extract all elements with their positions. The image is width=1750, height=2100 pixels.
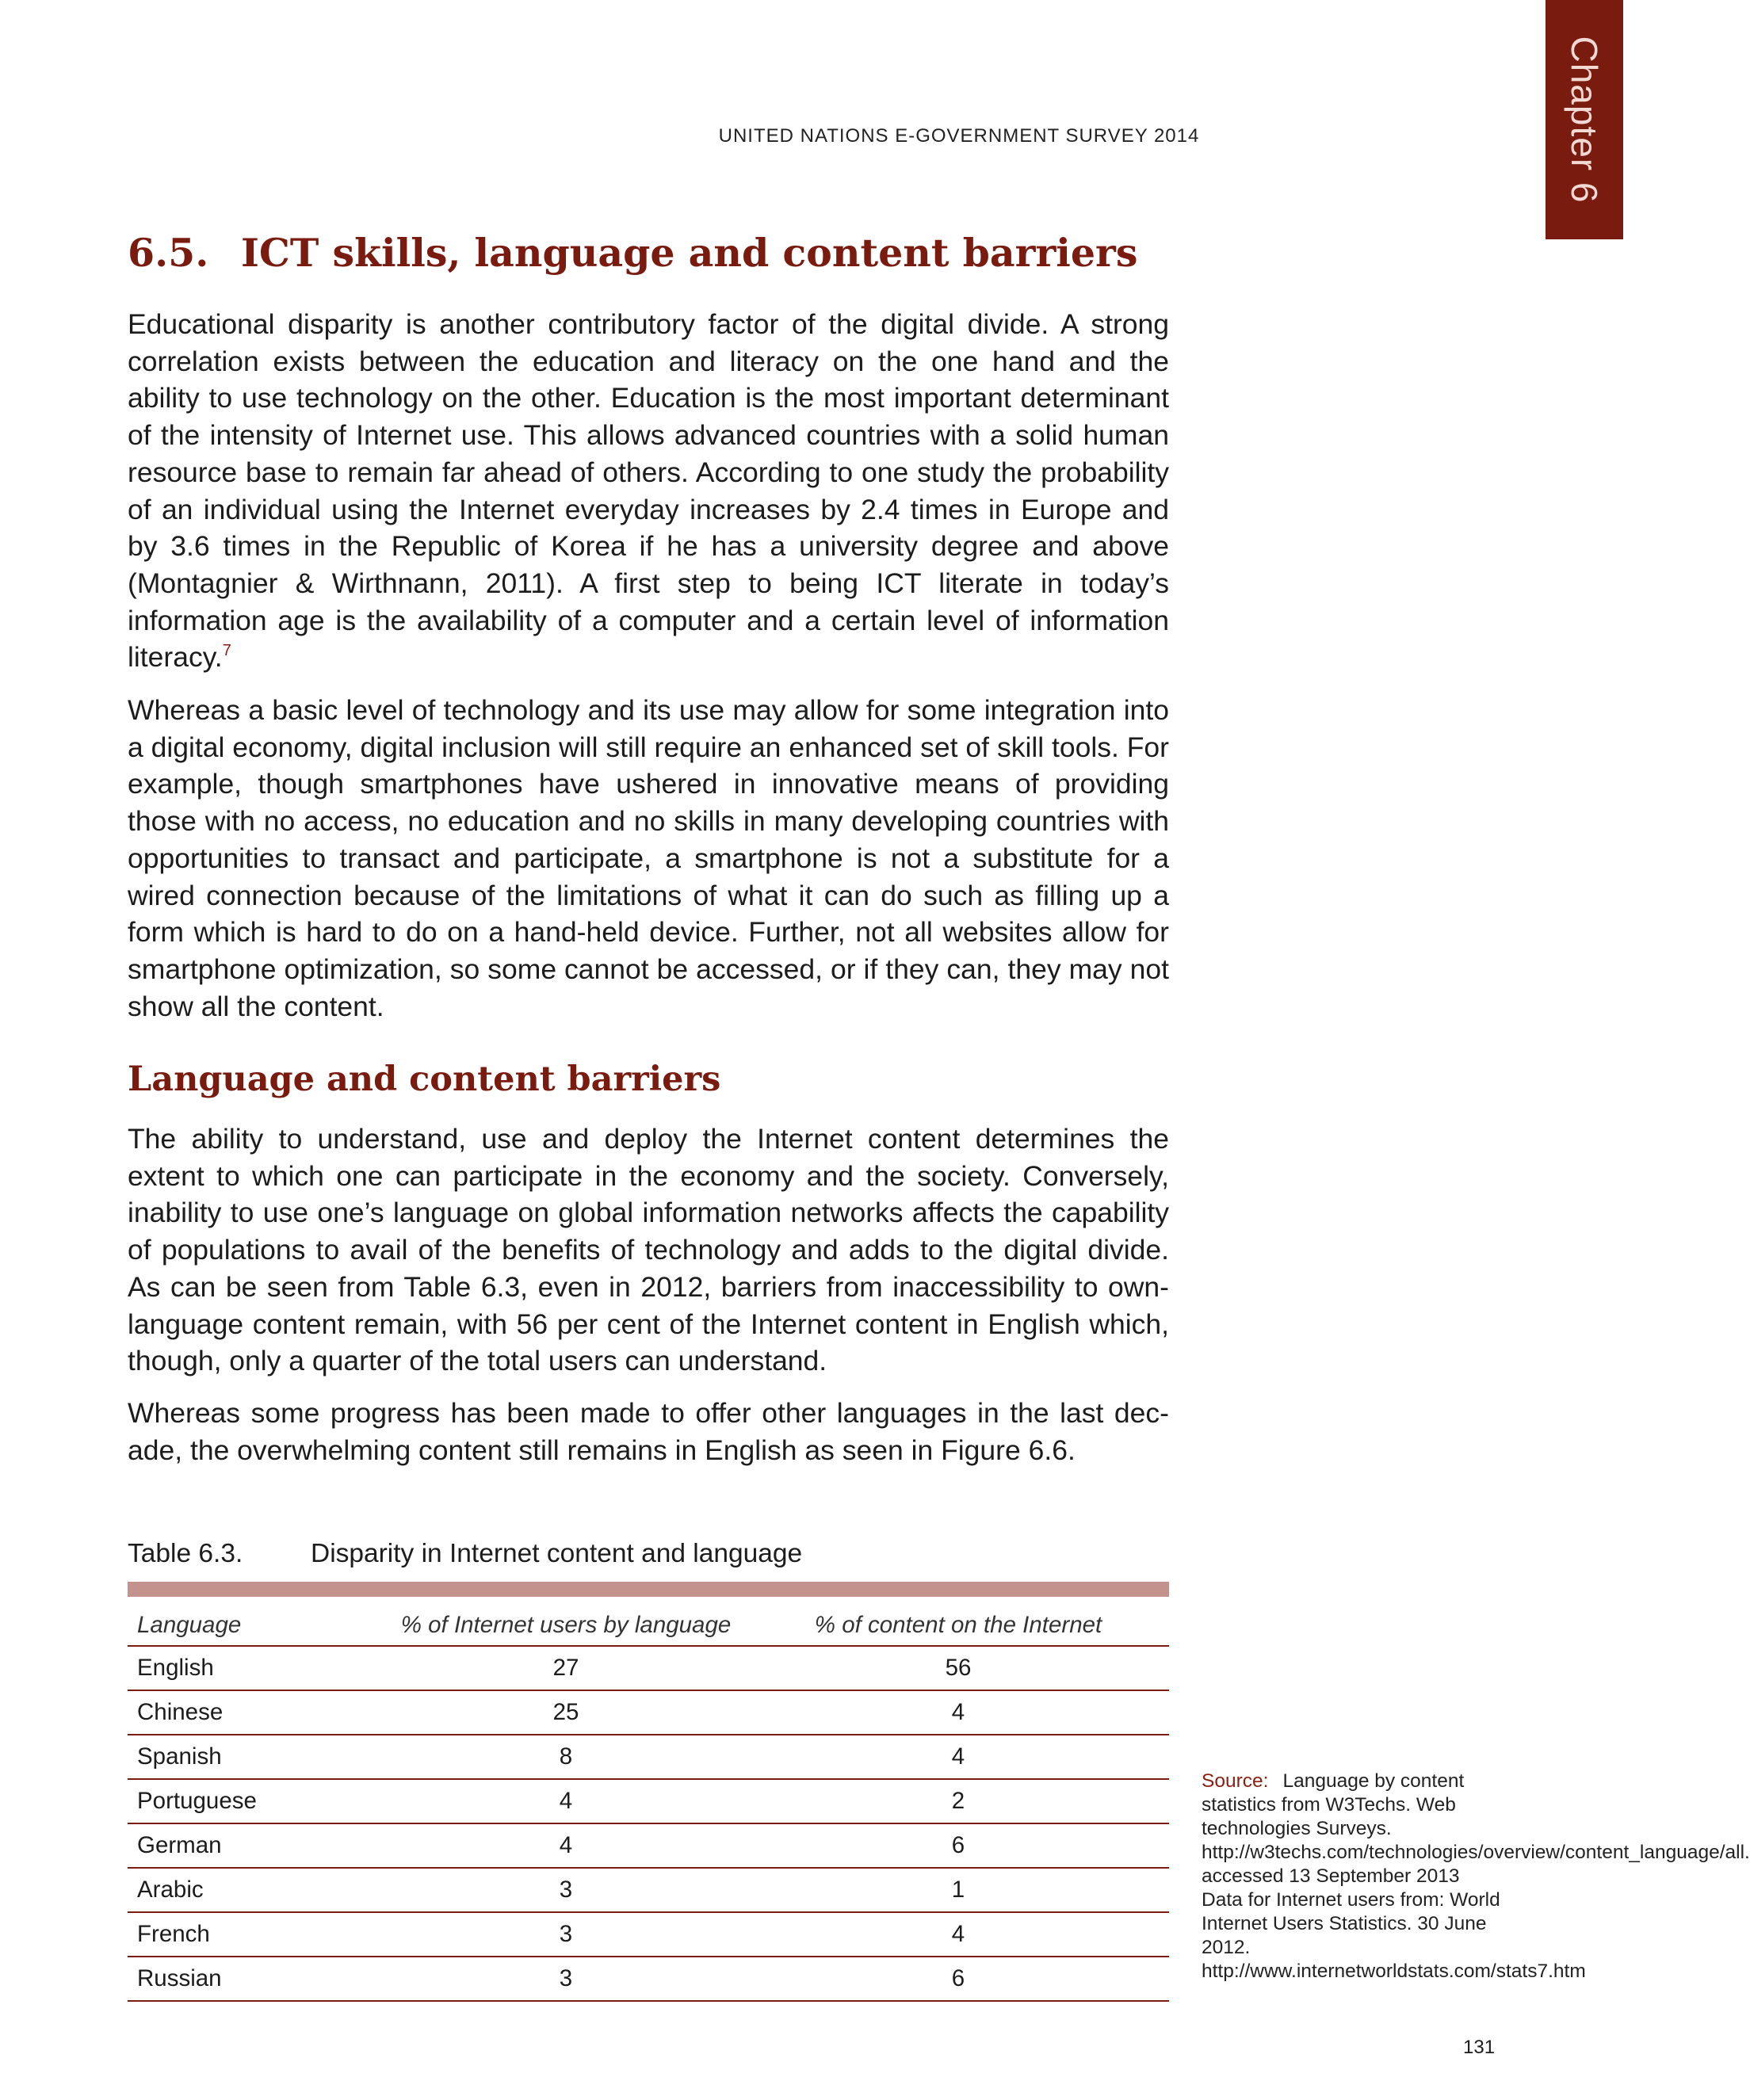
table-row [128,1912,1169,1957]
cell-content: 4 [747,1735,1169,1779]
cell-content: 4 [747,1690,1169,1735]
section-title-text: ICT skills, language and content barriers [241,230,1138,276]
table-row [128,1690,1169,1735]
cell-content: 1 [747,1868,1169,1912]
table-row [128,1779,1169,1823]
source-text: Language by content statistics from W3Techs. Web technologies Surveys. http://w3techs.com/technologies/overview/content_language/all. accessed 13 September 2013 Data for Internet users from: World Internet Users Statistics. 30 June 2012. http://www.internetworldstats.com/stats7.htm [1202,1770,1750,1982]
table-row [128,1823,1169,1868]
cell-language: Arabic [128,1868,384,1912]
table-row [128,1646,1169,1690]
cell-language: English [128,1646,384,1690]
cell-users: 4 [384,1823,747,1868]
cell-users: 8 [384,1735,747,1779]
cell-language: Portuguese [128,1779,384,1823]
cell-users: 27 [384,1646,747,1690]
paragraph-2: Whereas a basic level of technology and its use may allow for some integration into a digital economy, digital inclusion will still require an enhanced set of skill tools. For example, though smartphones have ushered in innovative means of providing those with no access, no education and no skills in many developing countries with opportunities to transact and participate, a smartphone is not a substitute for a wired connection because of the limitations of what it can do such as filling up a form which is hard to do on a hand-held device. Further, not all websites allow for smartphone optimization, so some cannot be accessed, or if they can, they may not show all the content. [128,694,1169,1022]
page-number: 131 [1463,2037,1496,2058]
running-head: UNITED NATIONS E-GOVERNMENT SURVEY 2014 [718,125,1200,147]
paragraph-3: The ability to understand, use and deploy the Internet content determines the extent to which one can participate in the economy and the society. Conversely, inability to use one’s language on global information networks affects the capability of populations to avail of the benefits of technology and adds to the digital divide. As can be seen from Table 6.3, even in 2012, barriers from inaccessibility to own-language content remain, with 56 per cent of the Internet content in English which, though, only a quarter of the total users can understand. [128,1123,1169,1377]
table-row [128,1957,1169,2001]
subsection-title: Language and content barriers [128,1060,721,1099]
table-row [128,1735,1169,1779]
cell-content: 6 [747,1957,1169,2001]
table-row [128,1868,1169,1912]
table-caption-text: Disparity in Internet content and language [311,1539,803,1568]
table-header-row [128,1605,1169,1646]
cell-language: French [128,1912,384,1957]
paragraph-4: Whereas some progress has been made to offer other languages in the last decade, the overwhelming content still remains in English as seen in Figure 6.6. [128,1397,1169,1466]
cell-content: 4 [747,1912,1169,1957]
chapter-tab-label: Chapter 6 [1564,36,1605,204]
cell-users: 4 [384,1779,747,1823]
table-caption [128,1539,802,1569]
cell-content: 2 [747,1779,1169,1823]
cell-language: Spanish [128,1735,384,1779]
section-number: 6.5. [128,230,209,276]
cell-content: 6 [747,1823,1169,1868]
header-content: % of content on the Internet [747,1605,1169,1646]
cell-language: Chinese [128,1690,384,1735]
footnote-marker[interactable]: 7 [222,642,231,660]
table-top-rule [128,1582,1169,1597]
cell-users: 3 [384,1957,747,2001]
paragraph-1-text: Educational disparity is another contributory factor of the digital divide. A strong correlation exists between the education and literacy on the one hand and the ability to use technology on the other. Education is the most important determinant of the intensity of Internet use. This allows advanced countries with a solid human resource base to remain far ahead of others. According to one study the probability of an individual using the Internet everyday increases by 2.4 times in Europe and by 3.6 times in the Republic of Korea if he has a university degree and above (Montagnier & Wirthnann, 2011). A first step to being ICT literate in today’s information age is the availability of a computer and a certain level of information literacy. [128,308,1169,674]
header-users: % of Internet users by language [384,1605,747,1646]
cell-users: 3 [384,1912,747,1957]
cell-language: Russian [128,1957,384,2001]
source-label: Source: [1202,1770,1269,1792]
paragraph-1 [128,306,1169,676]
cell-content: 56 [747,1646,1169,1690]
cell-users: 3 [384,1868,747,1912]
cell-users: 25 [384,1690,747,1735]
cell-language: German [128,1823,384,1868]
source-note [1202,1770,1750,1984]
section-title [128,230,1137,276]
header-language: Language [128,1605,384,1646]
table-number: Table 6.3. [128,1539,243,1568]
language-table [128,1605,1169,2002]
chapter-tab [1546,0,1623,239]
